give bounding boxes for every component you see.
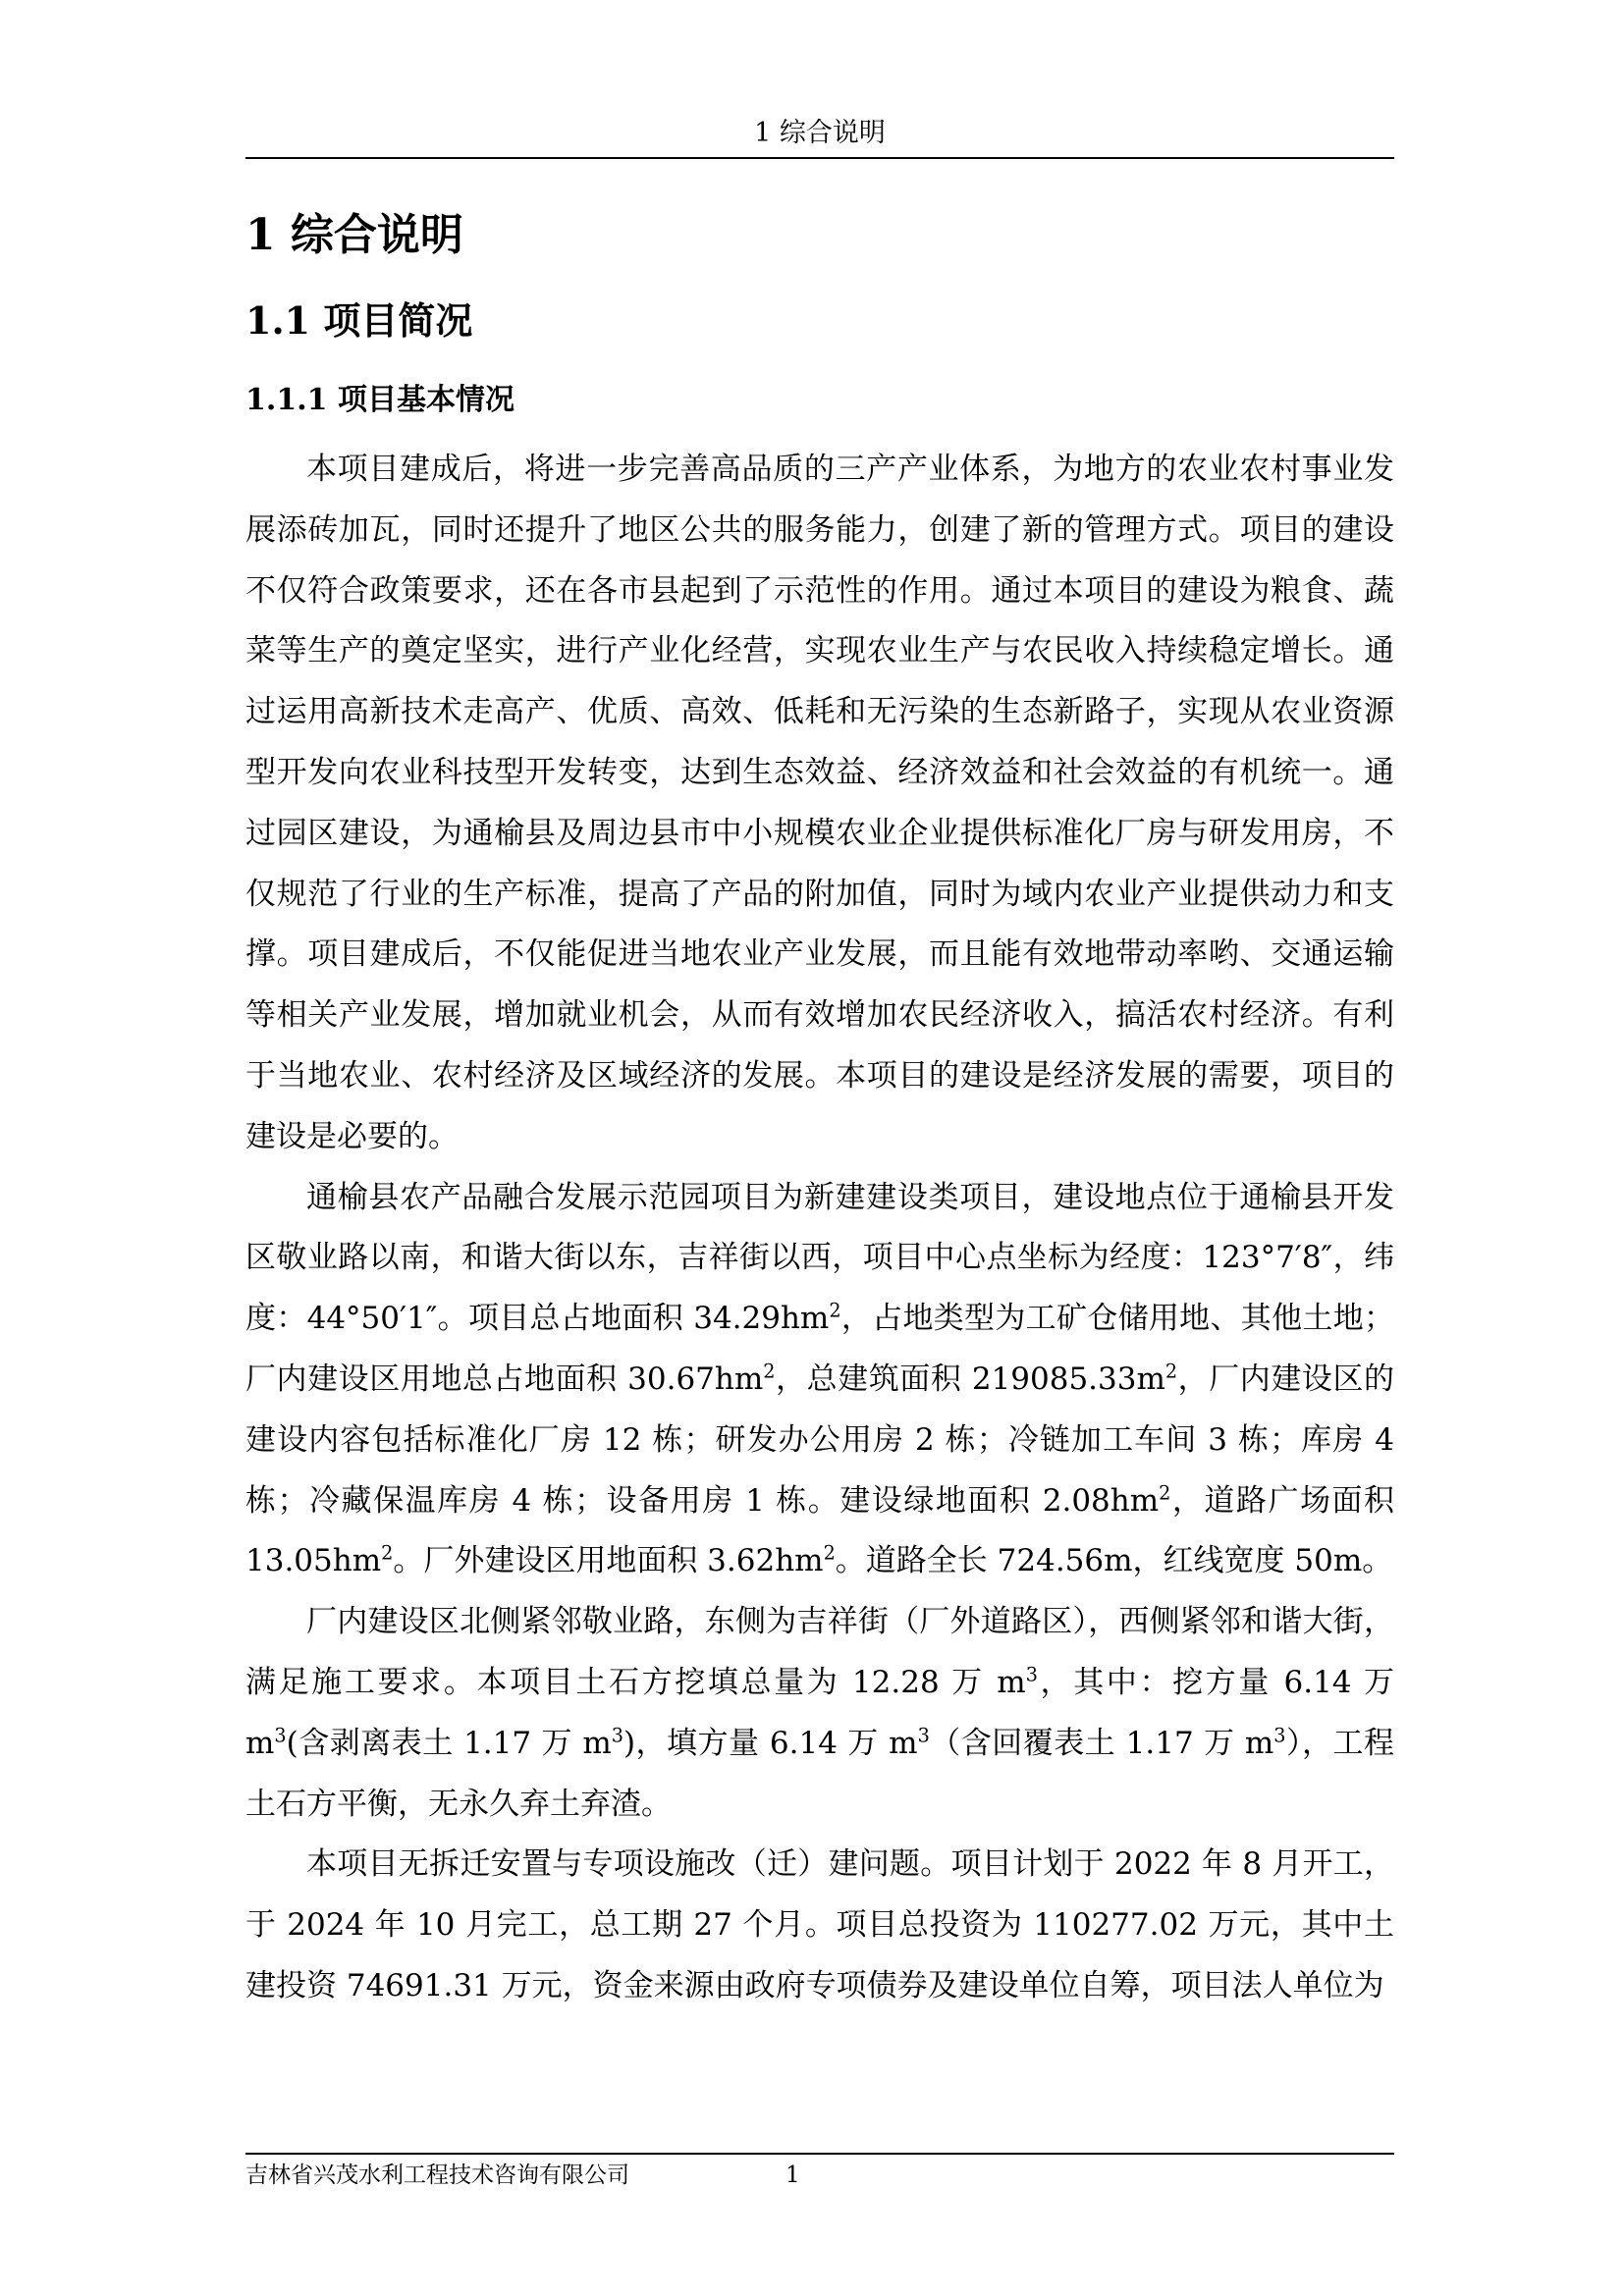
paragraph-earthwork: 厂内建设区北侧紧邻敬业路，东侧为吉祥街（厂外道路区），西侧紧邻和谐大街，满足施工要求。本项目土石方挖填总量为 12.28 万 $m^3$，其中：挖方量 6.14 万 $m^3$(含剥离表土 1.17 万 $m^3$)，填方量 6.14 万 $m^3$（含回覆表土 1.17 万 $m^3$），工程土石方平衡，无永久弃土弃渣。 (245, 1604, 1395, 1822)
section-heading: 1.1 项目简况 (245, 298, 473, 343)
footer-divider (245, 2153, 1394, 2155)
footer-company-name: 吉林省兴茂水利工程技术咨询有限公司 (245, 2163, 629, 2188)
paragraph-project-significance: 本项目建成后，将进一步完善高品质的三产产业体系，为地方的农业农村事业发展添砖加瓦，同时还提升了地区公共的服务能力，创建了新的管理方式。项目的建设不仅符合政策要求，还在各市县起到了示范性的作用。通过本项目的建设为粮食、蔬菜等生产的奠定坚实，进行产业化经营，实现农业生产与农民收入持续稳定增长。通过运用高新技术走高产、优质、高效、低耗和无污染的生态新路子，实现从农业资源型开发向农业科技型开发转变，达到生态效益、经济效益和社会效益的有机统一。通过园区建设，为通榆县及周边县市中小规模农业企业提供标准化厂房与研发用房，不仅规范了行业的生产标准，提高了产品的附加值，同时为域内农业产业提供动力和支撑。项目建成后，不仅能促进当地农业产业发展，而且能有效地带动率哟、交通运输等相关产业发展，增加就业机会，从而有效增加农民经济收入，搞活农村经济。有利于当地农业、农村经济及区域经济的发展。本项目的建设是经济发展的需要，项目的建设是必要的。 (245, 452, 1394, 1154)
page-number: 1 (785, 2163, 800, 2188)
paragraph-schedule-investment: 本项目无拆迁安置与专项设施改（迁）建问题。项目计划于 2022 年 8 月开工，于 2024 年 10 月完工，总工期 27 个月。项目总投资为 110277.02 万元，其中土建投资 74691.31 万元，资金来源由政府专项债券及建设单位自筹，项目法人单位为 (245, 1846, 1394, 2003)
chapter-heading: 1 综合说明 (245, 210, 463, 260)
running-header: 1 综合说明 (754, 118, 886, 148)
subsection-heading: 1.1.1 项目基本情况 (245, 383, 514, 417)
header-divider (245, 157, 1394, 159)
paragraph-project-location: 通榆县农产品融合发展示范园项目为新建建设类项目，建设地点位于通榆县开发区敬业路以南，和谐大街以东，吉祥街以西，项目中心点坐标为经度：123°7′8″，纬度：44°50′1″。项目总占地面积 $34.29hm^2$，占地类型为工矿仓储用地、其他土地；厂内建设区用地总占地面积 $30.67hm^2$，总建筑面积 $219085.33m^2$，厂内建设区的建设内容包括标准化厂房 12 栋；研发办公用房 2 栋；冷链加工车间 3 栋；库房 4 栋；冷藏保温库房 4 栋；设备用房 1 栋。建设绿地面积 $2.08hm^2$，道路广场面积 $13.05hm^2$。厂外建设区用地面积 $3.62hm^2$。道路全长 724.56m，红线宽度 50m。 (245, 1179, 1395, 1579)
body-text (245, 440, 1394, 2017)
